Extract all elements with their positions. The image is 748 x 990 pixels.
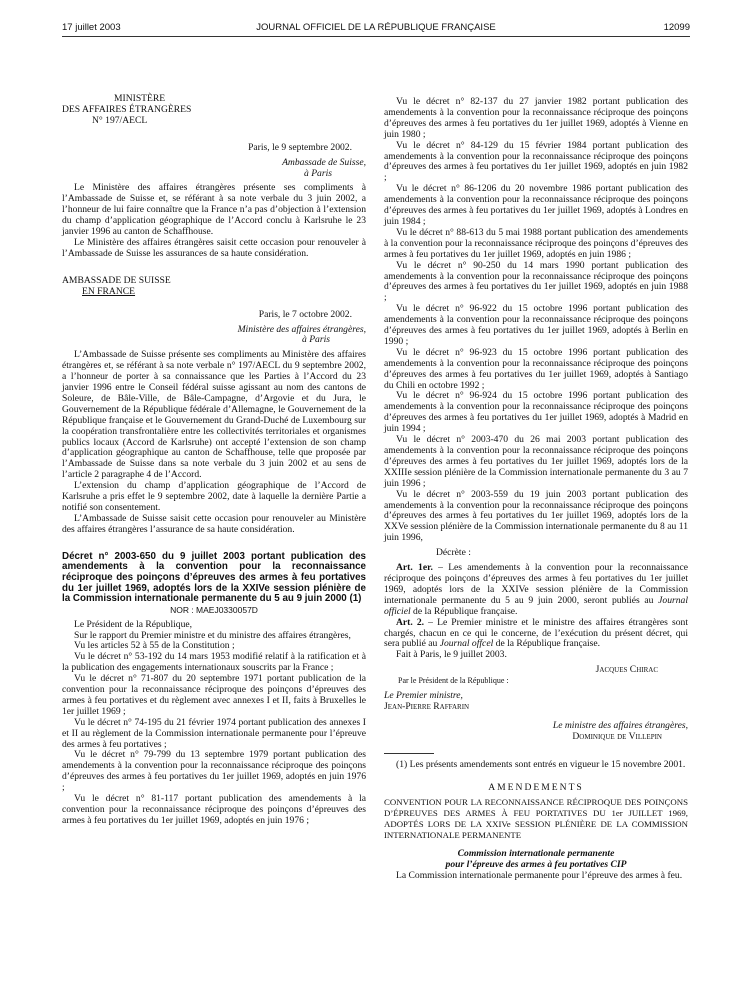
journal-title: JOURNAL OFFICIEL DE LA RÉPUBLIQUE FRANÇAISE	[256, 22, 496, 33]
visa-decret-74-195: Vu le décret n° 74-195 du 21 février 1974 portant publication des annexes I et II au règlement de la Commission internationale permanente pour l’épreuve des armes à feu portatives ;	[62, 716, 366, 750]
premier-ministre-name: Jean-Pierre Raffarin	[384, 700, 470, 712]
article-2-end: de la République française.	[493, 638, 601, 650]
article-1	[384, 563, 688, 618]
letter-date-2: Paris, le 7 octobre 2002.	[258, 308, 352, 320]
article-1-label: Art. 1er.	[396, 562, 433, 574]
article-2-label: Art. 2.	[396, 616, 425, 628]
addressee-1-line2: à Paris	[304, 167, 332, 179]
visa-decret-81-117: Vu le décret n° 81-117 portant publication des amendements à la convention pour la reconnaissance réciproque des poinçons d’épreuves des armes à feu portatives du 1er juillet 1969, adoptés en juin 1976 ;	[62, 793, 366, 826]
par-le-president: Par le Président de la République :	[398, 676, 509, 686]
decree-title: Décret n° 2003-650 du 9 juillet 2003 portant publication des amendements à la convention pour la reconnaissance réciproque des poinçons d’épreuves des armes à feu portatives du 1er juillet 1969, adoptés lors de la XXIVe session plénière de la Commission internationale permanente du 5 au 9 juin 2000 (1)	[62, 550, 366, 605]
visa-decret-90-250: Vu le décret n° 90-250 du 14 mars 1990 portant publication des amendements à la convention pour la reconnaissance réciproque des poinçons d’épreuves des armes à feu portatives du 1er juillet 1969, adoptés en juin 1988 ;	[384, 259, 688, 304]
addressee-1-line1: Ambassade de Suisse,	[282, 156, 366, 168]
article-2-jo: Journal offcel	[439, 638, 494, 650]
visa-decret-71-807: Vu le décret n° 71-807 du 20 septembre 1971 portant publication de la convention pour la reconnaissance réciproque des poinçons d’épreuves des armes à feu portatives et du règlement avec annexes I et II, faits à Bruxelles le 1er juillet 1969 ;	[62, 673, 366, 717]
header-rule	[62, 36, 690, 37]
decrete: Décrète :	[436, 547, 471, 559]
ambassade-line2: EN FRANCE	[82, 285, 136, 297]
convention-title: CONVENTION POUR LA RECONNAISSANCE RÉCIPROQUE DES POINÇONS D’ÉPREUVES DES ARMES À FEU PORTATIVES DU 1er JUILLET 1969, ADOPTÉS LORS DE LA XXIVe SESSION PLÉNIÈRE DE LA COMMISSION INTERNATIONALE PERMANENTE	[384, 797, 688, 841]
visa-decret-96-923: Vu le décret n° 96-923 du 15 octobre 1996 portant publication des amendements à la convention pour la reconnaissance réciproque des poinçons d’épreuves des armes à feu portatives du 1er juillet 1969, adoptés à Santiago du Chili en octobre 1992 ;	[384, 346, 688, 391]
addressee-2-line2: à Paris	[302, 334, 330, 346]
page-number: 12099	[663, 22, 690, 33]
letter-date-1: Paris, le 9 septembre 2002.	[248, 141, 352, 153]
ministere-line1: MINISTÈRE	[114, 93, 166, 104]
article-1-jo: Journal officiel	[384, 594, 688, 617]
visa-decret-96-924: Vu le décret n° 96-924 du 15 octobre 1996 portant publication des amendements à la convention pour la reconnaissance réciproque des poinçons d’épreuves des armes à feu portatives du 1er juillet 1969, adoptés à Madrid en juin 1994 ;	[384, 390, 688, 435]
visa-decret-88-613: Vu le décret n° 88-613 du 5 mai 1988 portant publication des amendements à la convention pour la reconnaissance réciproque des poinçons d’épreuves des armes à feu portatives du 1er juillet 1969, adoptés en juin 1986 ;	[384, 226, 688, 260]
visa-decret-86-1206: Vu le décret n° 86-1206 du 20 novembre 1986 portant publication des amendements à la convention pour la reconnaissance réciproque des poinçons d’épreuves des armes à feu portatives du 1er juillet 1969, adoptés à Londres en juin 1984 ;	[384, 183, 688, 227]
header-date: 17 juillet 2003	[62, 22, 121, 33]
letter-2-paragraph-2: L’extension du champ d’application géographique de l’Accord de Karlsruhe a pris effet le 9 septembre 2002, date à laquelle la dernière Partie a notifié son consentement.	[62, 480, 366, 513]
amendements-title: AMENDEMENTS	[488, 781, 584, 793]
visa-decret-79-799: Vu le décret n° 79-799 du 13 septembre 1979 portant publication des amendements à la convention pour la reconnaissance réciproque des poinçons d’épreuves des armes à feu portatives du 1er juillet 1969, adoptés en juin 1976 ;	[62, 749, 366, 794]
visa-decret-2003-470: Vu le décret n° 2003-470 du 26 mai 2003 portant publication des amendements à la convention pour la reconnaissance réciproque des poinçons d’épreuves des armes à feu portatives du 1er juillet 1969, adoptés lors de la XXIIIe session plénière de la Commission internationale permanente du 3 au 7 juin 1996 ;	[384, 434, 688, 489]
article-2-text: – Le Premier ministre et le ministre des affaires étrangères sont chargés, chacun en ce qui le concerne, de l’exécution du présent décret, qui sera publié au	[384, 616, 688, 650]
right-column	[384, 97, 688, 882]
fait-a-paris: Fait à Paris, le 9 juillet 2003.	[396, 649, 507, 661]
visa-constitution: Vu les articles 52 à 55 de la Constitution ;	[74, 640, 235, 652]
article-1-end: de la République française.	[410, 605, 518, 617]
visa-decret-2003-559: Vu le décret n° 2003-559 du 19 juin 2003 portant publication des amendements à la convention pour la reconnaissance réciproque des poinçons d’épreuves des armes à feu portatives du 1er juillet 1969, adoptés lors de la XXVe session plénière de la Commission internationale permanente du 8 au 11 juin 1996,	[384, 488, 688, 544]
letter-1-paragraph-2: Le Ministère des affaires étrangères saisit cette occasion pour renouveler à l’Ambassade de Suisse les assurances de sa haute considération.	[62, 236, 366, 259]
footnote: (1) Les présents amendements sont entrés en vigueur le 15 novembre 2001.	[396, 758, 686, 770]
ambassade-line1: AMBASSADE DE SUISSE	[62, 274, 171, 286]
visa-decret-82-137: Vu le décret n° 82-137 du 27 janvier 1982 portant publication des amendements à la convention pour la reconnaissance réciproque des poinçons d’épreuves des armes à feu portatives du 1er juillet 1969, adoptés à Vienne en juin 1980 ;	[384, 96, 688, 140]
article-2	[384, 618, 688, 651]
left-column	[62, 94, 366, 827]
signature-president: Jacques Chirac	[595, 664, 658, 676]
visa-decret-84-129: Vu le décret n° 84-129 du 15 février 1984 portant publication des amendements à la convention pour la reconnaissance réciproque des poinçons d’épreuves des armes à feu portatives du 1er juillet 1969, adoptés en juin 1982 ;	[384, 139, 688, 184]
footnote-rule	[384, 753, 434, 754]
cip-title-line2: pour l’épreuve des armes à feu portatives CIP	[445, 859, 627, 870]
last-paragraph: La Commission internationale permanente pour l’épreuve des armes à feu.	[396, 869, 683, 881]
nor-reference: NOR : MAEJ0330057D	[170, 604, 258, 615]
note-number: N° 197/AECL	[92, 114, 148, 126]
ministre-ae-name: Dominique de Villepin	[572, 730, 662, 742]
visa-decret-53-192: Vu le décret n° 53-192 du 14 mars 1953 modifié relatif à la ratification et à la publication des engagements internationaux souscrits par la France ;	[62, 651, 366, 674]
ministere-line2: DES AFFAIRES ÉTRANGÈRES	[62, 103, 192, 115]
ministre-ae-title: Le ministre des affaires étrangères,	[552, 719, 688, 731]
addressee-2-line1: Ministère des affaires étrangères,	[237, 323, 366, 335]
article-1-text: – Les amendements à la convention pour la reconnaissance réciproque des poinçons d’épreuves des armes à feu portatives du 1er juillet 1969, adoptés lors de la XXIVe session plénière de la Commission internationale permanente du 5 au 9 juin 2000, seront publiés au	[384, 562, 688, 606]
visa-president: Le Président de la République,	[74, 618, 193, 630]
letter-2-paragraph-3: L’Ambassade de Suisse saisit cette occasion pour renouveler au Ministère des affaires étrangères l’assurance de sa haute considération.	[62, 512, 366, 535]
cip-title-line1: Commission internationale permanente	[457, 848, 615, 860]
visa-decret-96-922: Vu le décret n° 96-922 du 15 octobre 1996 portant publication des amendements à la convention pour la reconnaissance réciproque des poinçons d’épreuves des armes à feu portatives du 1er juillet 1969, adoptés à Berlin en 1990 ;	[384, 303, 688, 347]
premier-ministre-title: Le Premier ministre,	[384, 690, 463, 702]
letter-2-paragraph-1: L’Ambassade de Suisse présente ses compliments au Ministère des affaires étrangères et, se référant à sa note verbale n° 197/AECL du 9 septembre 2002, a l’honneur de porter à sa connaissance que les Parties à l’Accord du 23 janvier 1996 entre le Conseil fédéral suisse agissant au nom des cantons de Soleure, de Bâle-Ville, de Bâle-Campagne, d’Argovie et du Jura, le Gouvernement de la République fédérale d’Allemagne, le Gouvernement de la République française et le Gouvernement du Grand-Duché de Luxembourg sur la coopération transfrontalière entre les collectivités territoriales et organismes publics locaux (Accord de Karlsruhe) ont accepté l’extension de son champ d’application géographique au canton de Schaffhouse, telle que proposée par l’Ambassade de Suisse dans sa note verbale du 3 juin 2002 et au sens de l’article 2 paragraphe 4 de l’Accord.	[62, 349, 366, 481]
visa-rapport: Sur le rapport du Premier ministre et du ministre des affaires étrangères,	[74, 629, 351, 641]
letter-1-paragraph-1: Le Ministère des affaires étrangères présente ses compliments à l’Ambassade de Suisse et, se référant à sa note verbale du 3 juin 2002, a l’honneur de lui faire connaître que la France n’a pas d’objection à l’extension du champ d’application géographique de l’Accord conclu à Karlsruhe le 23 janvier 1996 au canton de Schaffhouse.	[62, 182, 366, 238]
